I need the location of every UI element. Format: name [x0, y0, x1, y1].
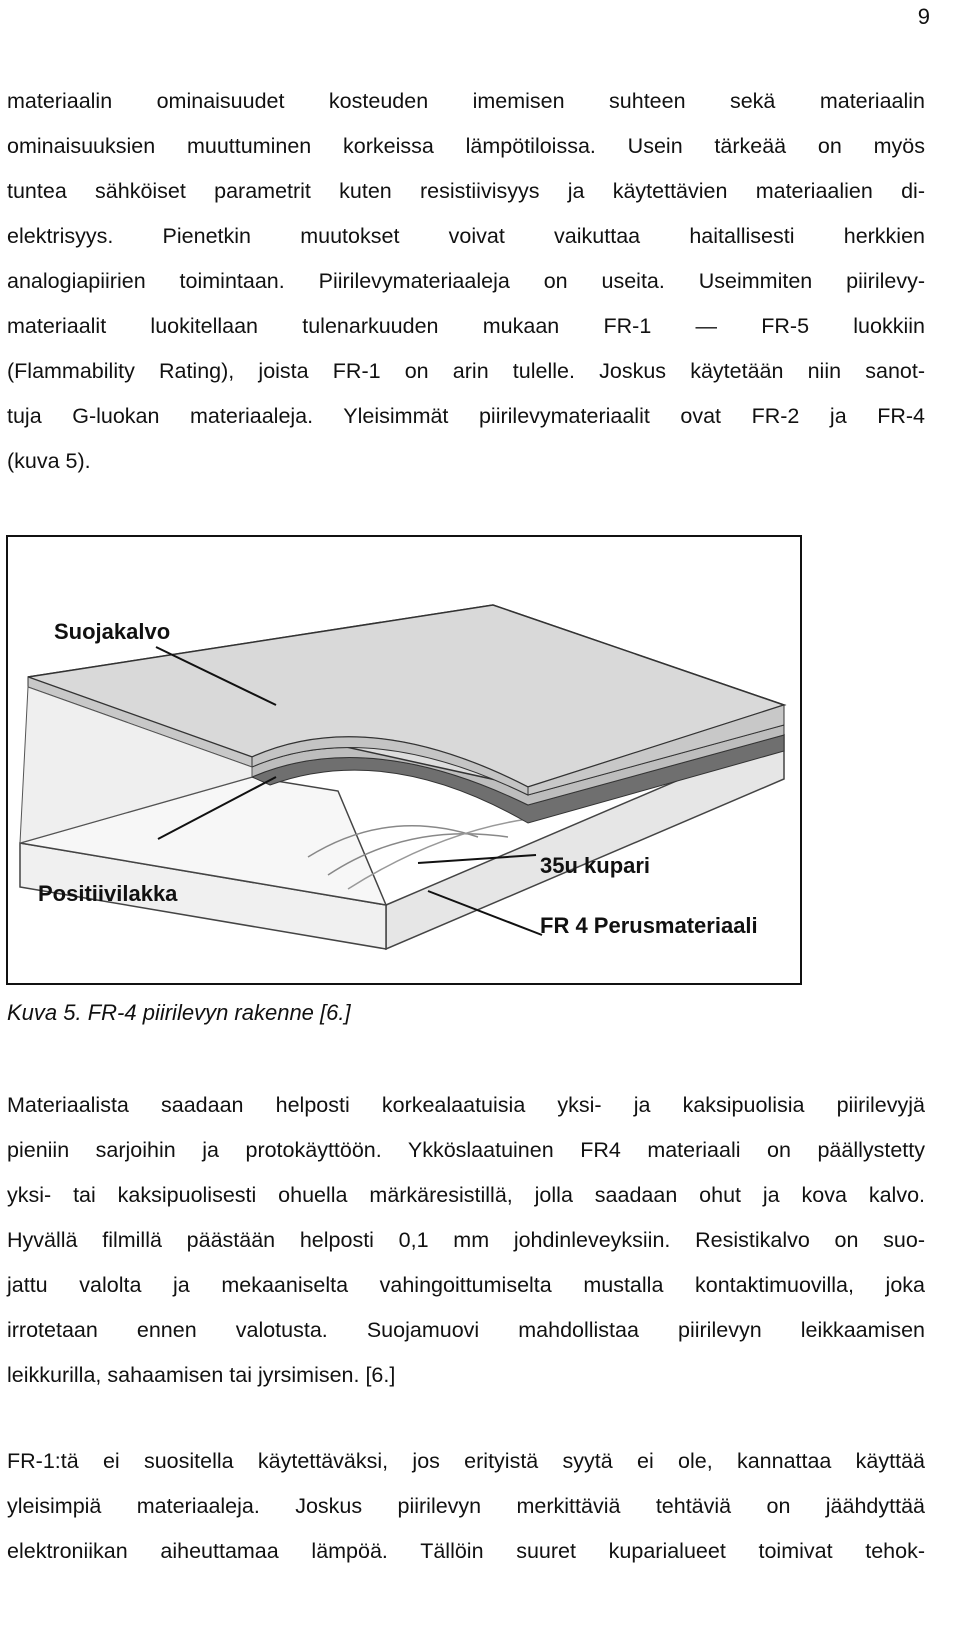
pcb-structure-figure — [6, 535, 802, 985]
text-line: elektrisyys. Pienetkin muutokset voivat vaikuttaa haitallisesti herkkien — [7, 224, 925, 248]
text-line: (kuva 5). — [7, 449, 91, 473]
text-line: irrotetaan ennen valotusta. Suojamuovi mahdollistaa piirilevyn leikkaamisen — [7, 1318, 925, 1342]
text-line: jattu valolta ja mekaaniselta vahingoittumiselta mustalla kontaktimuovilla, joka — [7, 1273, 925, 1297]
text-line: analogiapiirien toimintaan. Piirilevymateriaaleja on useita. Useimmiten piirilevy- — [7, 269, 925, 293]
label-positiivilakka: Positiivilakka — [38, 881, 178, 906]
text-line: FR-1:tä ei suositella käytettäväksi, jos erityistä syytä ei ole, kannattaa käyttää — [7, 1449, 925, 1473]
label-perusmateriaali: FR 4 Perusmateriaali — [540, 913, 758, 938]
paragraph-intro — [7, 79, 925, 484]
text-line: pieniin sarjoihin ja protokäyttöön. Ykköslaatuinen FR4 materiaali on päällystetty — [7, 1138, 925, 1162]
text-line: Materiaalista saadaan helposti korkealaatuisia yksi- ja kaksipuolisia piirilevyjä — [7, 1093, 925, 1117]
text-line: tuntea sähköiset parametrit kuten resistiivisyys ja käytettävien materiaalien di- — [7, 179, 925, 203]
page-number: 9 — [917, 4, 930, 29]
paragraph-fr1 — [7, 1439, 925, 1574]
text-line: elektroniikan aiheuttamaa lämpöä. Tällöin suuret kuparialueet toimivat tehok- — [7, 1539, 925, 1563]
text-line: materiaalit luokitellaan tulenarkuuden mukaan FR-1 — FR-5 luokkiin — [7, 314, 925, 338]
text-line: leikkurilla, sahaamisen tai jyrsimisen. [6.] — [7, 1363, 396, 1387]
text-line: materiaalin ominaisuudet kosteuden imemisen suhteen sekä materiaalin — [7, 89, 925, 113]
text-line: (Flammability Rating), joista FR-1 on arin tulelle. Joskus käytetään niin sanot- — [7, 359, 925, 383]
text-line: ominaisuuksien muuttuminen korkeissa lämpötiloissa. Usein tärkeää on myös — [7, 134, 925, 158]
text-line: yleisimpiä materiaaleja. Joskus piirilevyn merkittäviä tehtäviä on jäähdyttää — [7, 1494, 925, 1518]
text-line: yksi- tai kaksipuolisesti ohuella märkäresistillä, jolla saadaan ohut ja kova kalvo. — [7, 1183, 925, 1207]
paragraph-materials — [7, 1083, 925, 1398]
figure-caption: Kuva 5. FR-4 piirilevyn rakenne [6.] — [7, 1000, 351, 1025]
label-kupari: 35u kupari — [540, 853, 651, 878]
label-suojakalvo: Suojakalvo — [54, 619, 171, 644]
text-line: tuja G-luokan materiaaleja. Yleisimmät piirilevymateriaalit ovat FR-2 ja FR-4 — [7, 404, 925, 428]
text-line: Hyvällä filmillä päästään helposti 0,1 mm johdinleveyksiin. Resistikalvo on suo- — [7, 1228, 925, 1252]
